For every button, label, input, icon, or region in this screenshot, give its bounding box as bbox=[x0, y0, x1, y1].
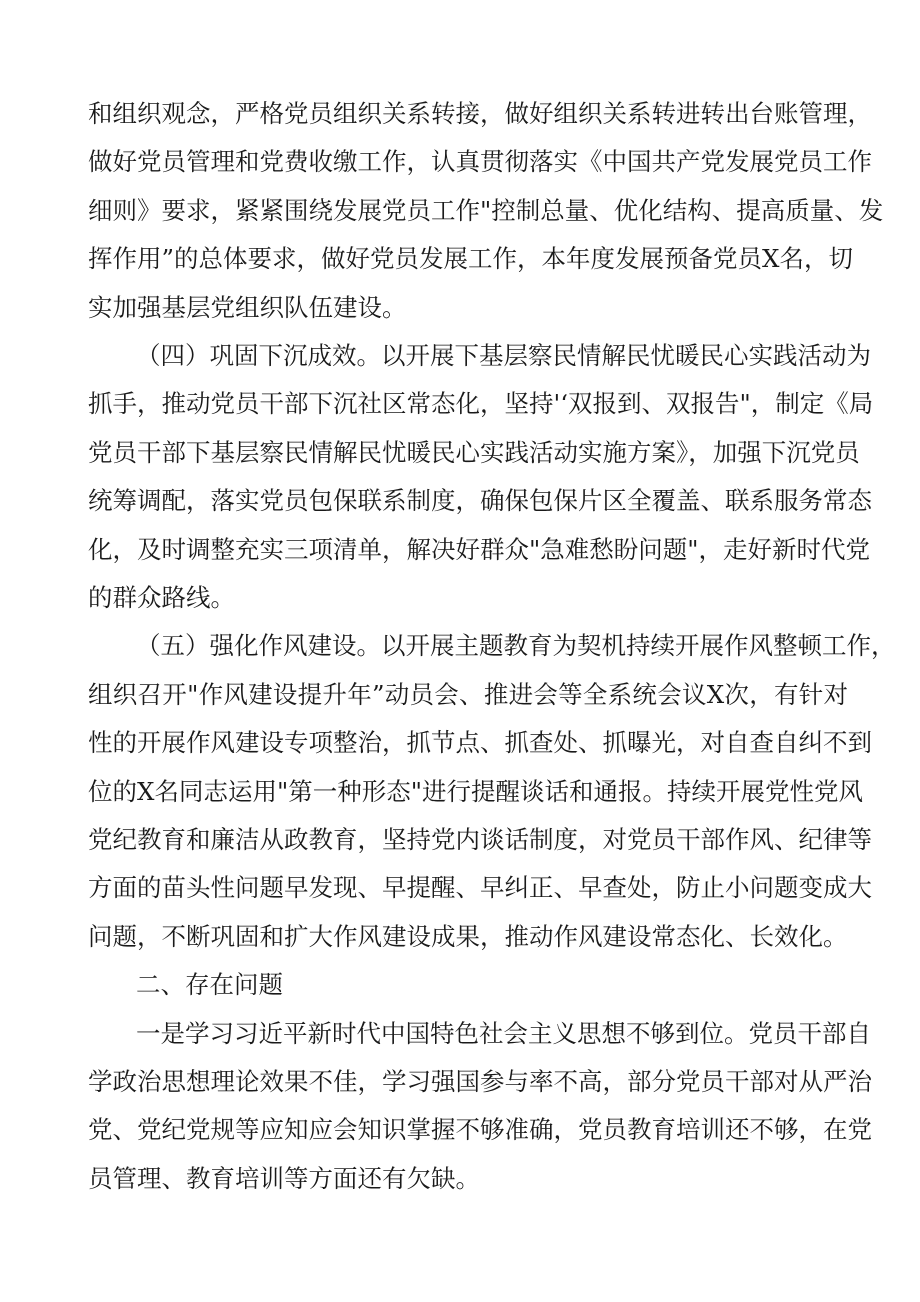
paragraph-line: 化，及时调整充实三项清单，解决好群众"急难愁盼问题"，走好新时代党 bbox=[88, 534, 871, 564]
paragraph-first-line: （四）巩固下沉成效。以开展下基层察民情解民忧暖民心实践活动为 bbox=[136, 341, 871, 370]
paragraph-first-line: 一是学习习近平新时代中国特色社会主义思想不够到位。党员干部自 bbox=[136, 1018, 871, 1048]
paragraph-line: 性的开展作风建设专项整治，抓节点、抓查处、抓曝光，对自查自纠不到 bbox=[88, 728, 872, 758]
paragraph-line: 统筹调配，落实党员包保联系制度，确保包保片区全覆盖、联系服务常态 bbox=[88, 486, 872, 516]
paragraph-line: 的群众路线。 bbox=[88, 583, 235, 612]
paragraph-first-line: 二、存在问题 bbox=[136, 970, 283, 1000]
paragraph-line: 问题，不断巩固和扩大作风建设成果，推动作风建设常态化、长效化。 bbox=[88, 921, 848, 951]
paragraph-line: 组织召开"作风建设提升年”动员会、推进会等全系统会议X次，有针对 bbox=[88, 679, 848, 709]
paragraph-line: 党员干部下基层察民情解民忧暖民心实践活动实施方案》，加强下沉党员 bbox=[88, 437, 860, 467]
paragraph-first-line: （五）强化作风建设。以开展主题教育为契机持续开展作风整顿工作， bbox=[136, 631, 896, 661]
paragraph-line: 学政治思想理论效果不佳，学习强国参与率不高，部分党员干部对从严治 bbox=[88, 1067, 872, 1096]
paragraph-line: 实加强基层党组织队伍建设。 bbox=[88, 292, 407, 322]
paragraph-line: 员管理、教育培训等方面还有欠缺。 bbox=[88, 1163, 480, 1193]
paragraph-line: 党、党纪党规等应知应会知识掌握不够准确，党员教育培训还不够，在党 bbox=[88, 1115, 872, 1145]
paragraph-line: 挥作用”的总体要求，做好党员发展工作，本年度发展预备党员X名，切 bbox=[88, 244, 853, 274]
paragraph-line: 党纪教育和廉洁从政教育，坚持党内谈话制度，对党员干部作风、纪律等 bbox=[88, 825, 872, 854]
paragraph-line: 和组织观念，严格党员组织关系转接，做好组织关系转进转出台账管理， bbox=[88, 99, 872, 128]
paragraph-line: 位的X名同志运用"第一种形态"进行提醒谈话和通报。持续开展党性党风 bbox=[88, 776, 863, 806]
paragraph-line: 抓手，推动党员干部下沉社区常态化，坚持'‘双报到、双报告"，制定《局 bbox=[88, 389, 874, 419]
paragraph-line: 做好党员管理和党费收缴工作，认真贯彻落实《中国共产党发展党员工作 bbox=[88, 147, 872, 177]
paragraph-line: 方面的苗头性问题早发现、早提醒、早纠正、早查处，防止小问题变成大 bbox=[88, 873, 872, 903]
paragraph-line: 细则》要求，紧紧围绕发展党员工作"控制总量、优化结构、提高质量、发 bbox=[88, 195, 884, 225]
